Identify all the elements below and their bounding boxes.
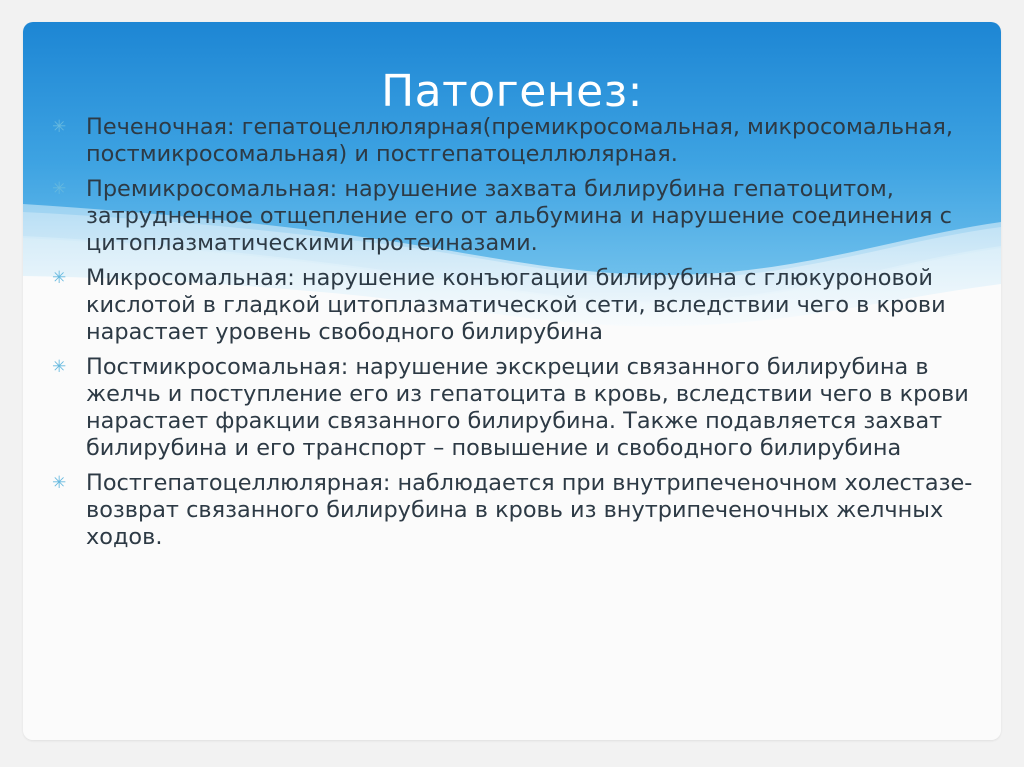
asterisk-bullet-icon: ✳ bbox=[52, 179, 67, 199]
list-item bbox=[50, 265, 980, 346]
slide-title: Патогенез: bbox=[381, 66, 643, 117]
list-item bbox=[50, 354, 980, 462]
slide bbox=[23, 22, 1001, 740]
bullet-text: Премикросомальная: нарушение захвата билирубина гепатоцитом, затрудненное отщепление его от альбумина и нарушение соединения с цитоплазматическими протеиназами. bbox=[86, 176, 952, 256]
asterisk-bullet-icon: ✳ bbox=[52, 473, 67, 493]
bullet-text: Постгепатоцеллюлярная: наблюдается при внутрипеченочном холестазе- возврат связанного билирубина в кровь из внутрипеченочных желчных ходов. bbox=[86, 470, 973, 550]
bullet-text: Микросомальная: нарушение конъюгации билирубина с глюкуроновой кислотой в гладкой цитоплазматической сети, вследствии чего в крови нарастает уровень свободного билирубина bbox=[86, 265, 946, 345]
asterisk-bullet-icon: ✳ bbox=[52, 117, 67, 137]
list-item bbox=[50, 176, 980, 257]
asterisk-bullet-icon: ✳ bbox=[52, 357, 67, 377]
bullet-list bbox=[50, 114, 980, 559]
list-item bbox=[50, 470, 980, 551]
asterisk-bullet-icon: ✳ bbox=[52, 268, 67, 288]
list-item bbox=[50, 114, 980, 168]
bullet-text: Печеночная: гепатоцеллюлярная(премикросомальная, микросомальная, постмикросомальная) и постгепатоцеллюлярная. bbox=[86, 114, 954, 167]
bullet-text: Постмикросомальная: нарушение экскреции связанного билирубина в желчь и поступление его из гепатоцита в кровь, вследствии чего в крови нарастает фракции связанного билирубина. Также подавляется захват билирубина и его транспорт – повышение и свободного билирубина bbox=[86, 354, 969, 461]
